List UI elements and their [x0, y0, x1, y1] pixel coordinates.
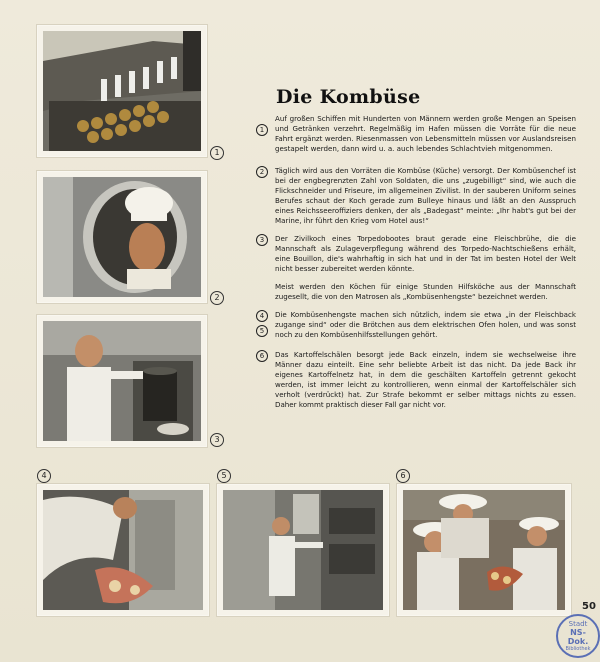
photo-number-2: 2 [210, 291, 224, 305]
stamp-line-4: Bibliothek [565, 646, 591, 652]
paragraph-text-4: Meist werden den Köchen für einige Stunden Hilfsköche aus der Mannschaft zugesellt, die von den Matrosen als „Kombüsenhengste“ bezeichnet werden. [275, 282, 576, 301]
photo-card-6 [396, 483, 572, 617]
paragraph-4 [258, 282, 576, 302]
paragraph-number-6: 6 [256, 350, 268, 362]
photo-number-6: 6 [396, 469, 410, 483]
page-title: Die Kombüse [276, 86, 421, 108]
paragraph-text-3: Der Zivilkoch eines Torpedobootes braut gerade eine Fleischbrühe, die die Mannschaft als Zulageverpflegung während des Torpedo-Nachtschießens erhält, eine Bouillon, die's wahrhaftig in sich hat und in der Tat im besten Hotel der Welt nicht besser zubereitet werden könnte. [275, 234, 576, 273]
paragraph-5 [258, 310, 576, 340]
photo-sailors-potatoes [403, 490, 565, 610]
photo-sailor-meat [43, 490, 203, 610]
paragraph-text-1: Auf großen Schiffen mit Hunderten von Männern werden große Mengen an Speisen und Getränken verzehrt. Regelmäßig im Hafen müssen die Vorräte für die neue Fahrt ergänzt werden. Riesenmassen von Lebensmitteln müssen vor Auslandsreisen gestapelt werden, dann wird u. a. auch lebendes Schlachtvieh mitgenommen. [275, 114, 576, 153]
photo-number-1: 1 [210, 146, 224, 160]
paragraph-1 [258, 114, 576, 154]
stamp-line-3: Dok. [567, 637, 589, 646]
photo-cook-porthole [43, 177, 201, 297]
photo-card-1 [36, 24, 208, 158]
photo-card-3 [36, 314, 208, 448]
paragraph-text-5: Die Kombüsenhengste machen sich nützlich, indem sie etwa „in der Fleischback zugange sind“ oder die Brötchen aus dem elektrischen Ofen holen, und was sonst noch zu den Kombüsenhilfsstellungen gehört. [275, 310, 576, 339]
photo-cook-pot [43, 321, 201, 441]
paragraph-2 [258, 166, 576, 226]
photo-card-4 [36, 483, 210, 617]
photo-sailor-oven [223, 490, 383, 610]
paragraph-number-1: 1 [256, 124, 268, 136]
page-number: 50 [582, 601, 596, 612]
paragraph-number-5: 4 [256, 310, 268, 322]
library-stamp [556, 614, 600, 658]
paragraph-text-6: Das Kartoffelschälen besorgt jede Back einzeln, indem sie wechselweise ihre Männer dazu einteilt. Eine sehr beliebte Arbeit ist das nicht. Da jede Back ihr eigenes Kartoffelnetz hat, in dem die geschälten Kartoffeln getrennt gekocht werden, ist immer leicht zu kontrollieren, wenn einmal der Kartoffelschäler sich verholt (verdrückt) hat. Zur Strafe bekommt er selber mittags nichts zu essen. Daher kommt praktisch dieser Fall gar nicht vor. [275, 350, 576, 409]
paragraph-number-2: 2 [256, 166, 268, 178]
paragraph-number-5b: 5 [256, 325, 268, 337]
paragraph-6 [258, 350, 576, 410]
paragraph-number-3: 3 [256, 234, 268, 246]
photo-card-5 [216, 483, 390, 617]
photo-ship-provisions [43, 31, 201, 151]
photo-number-3: 3 [210, 433, 224, 447]
paragraph-text-2: Täglich wird aus den Vorräten die Kombüse (Küche) versorgt. Der Kombüsenchef ist bei der engbegrenzten Zahl von Soldaten, die uns „zugebilligt“ sind, wie auch die Flickschneider und Friseure, im allgemeinen Zivilist. In der sauberen Uniform seines Berufes schaut der Koch gerade zum Bulleye hinaus und läßt an den Ausspruch eines Reichsseeroffiziers denken, der als „Badegast“ meinte: „Ihr habt's gut bei der Marine, ihr führt den Krieg vom Hotel aus!“ [275, 166, 576, 225]
stamp-line-1: Stadt [568, 620, 588, 628]
stamp-line-2: NS- [570, 628, 586, 637]
photo-number-4: 4 [37, 469, 51, 483]
photo-number-5: 5 [217, 469, 231, 483]
paragraph-3 [258, 234, 576, 274]
photo-card-2 [36, 170, 208, 304]
